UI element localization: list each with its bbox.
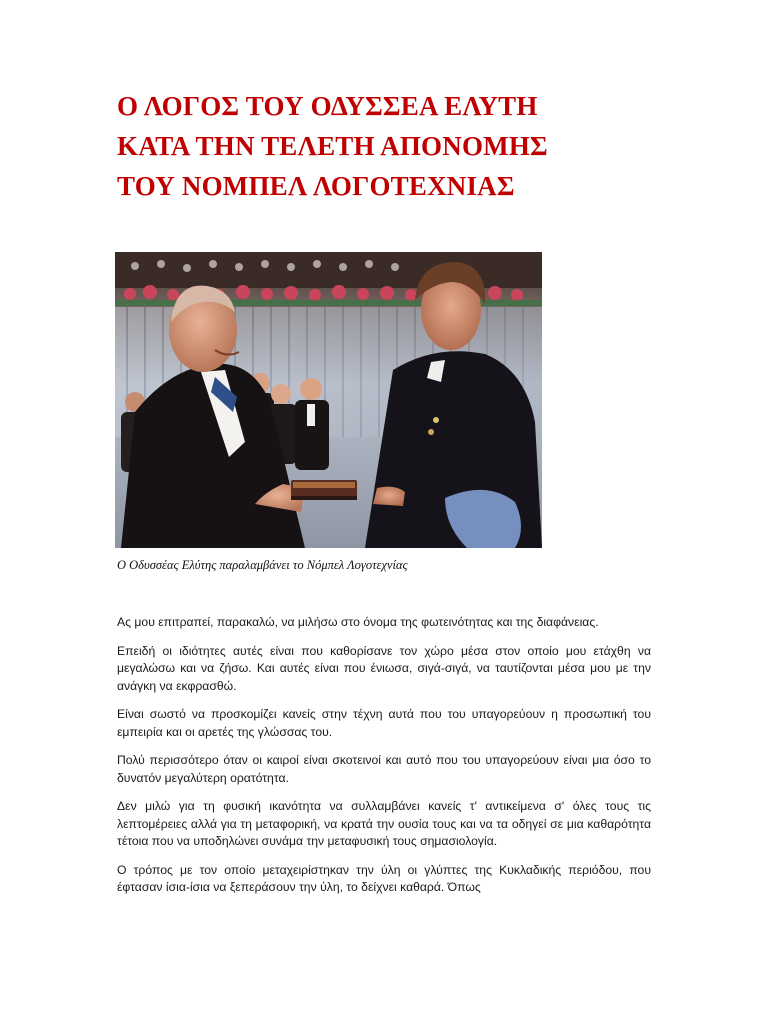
nobel-ceremony-photo [115, 252, 542, 548]
paragraph: Επειδή οι ιδιότητες αυτές είναι που καθορίσανε τον χώρο μέσα στον οποίο μου ετάχθη να μεγαλώσω και να ζήσω. Και αυτές είναι που ένιωσα, σιγά-σιγά, να ταυτίζονται μέσα μου με την ανάγκη να εκφρασθώ. [117, 643, 651, 693]
paragraph: Ο τρόπος με τον οποίο μεταχειρίστηκαν την ύλη οι γλύπτες της Κυκλαδικής περιόδου, που έφτασαν ίσια-ίσια να ξεπεράσουν την ύλη, το δείχνει καθαρά. Όπως [117, 862, 651, 894]
paragraph: Είναι σωστό να προσκομίζει κανείς στην τέχνη αυτά που του υπαγορεύουν η προσωπική του εμπειρία και οι αρετές της γλώσσας του. [117, 707, 651, 739]
title-line-2: ΚΑΤΑ ΤΗΝ ΤΕΛΕΤΗ ΑΠΟΝΟΜΗΣ [117, 131, 548, 161]
title-line-3: ΤΟΥ ΝΟΜΠΕΛ ΛΟΓΟΤΕΧΝΙΑΣ [117, 171, 515, 201]
paragraph: Πολύ περισσότερο όταν οι καιροί είναι σκοτεινοί και αυτό που του υπαγορεύουν είναι μια όσο το δυνατόν μεγαλύτερη ορατότητα. [117, 753, 651, 785]
paragraph: Δεν μιλώ για τη φυσική ικανότητα να συλλαμβάνει κανείς τ' αντικείμενα σ' όλες τους τις λεπτομέρειες αλλά για τη μεταφορική, να κρατά την ουσία τους και να τα οδηγεί σε μια καθαρότητα τέτοια που να υποδηλώνει συνάμα την μεταφυσική τους σημασιολογία. [117, 799, 651, 848]
document-title [117, 86, 657, 206]
title-line-1: Ο ΛΟΓΟΣ ΤΟΥ ΟΔΥΣΣΕΑ ΕΛΥΤΗ [117, 91, 538, 121]
paragraph: Ας μου επιτραπεί, παρακαλώ, να μιλήσω στο όνομα της φωτεινότητας και της διαφάνειας. [117, 615, 599, 629]
speech-text [117, 614, 651, 908]
photo-caption: Ο Οδυσσέας Ελύτης παραλαμβάνει το Νόμπελ Λογοτεχνίας [117, 558, 408, 572]
